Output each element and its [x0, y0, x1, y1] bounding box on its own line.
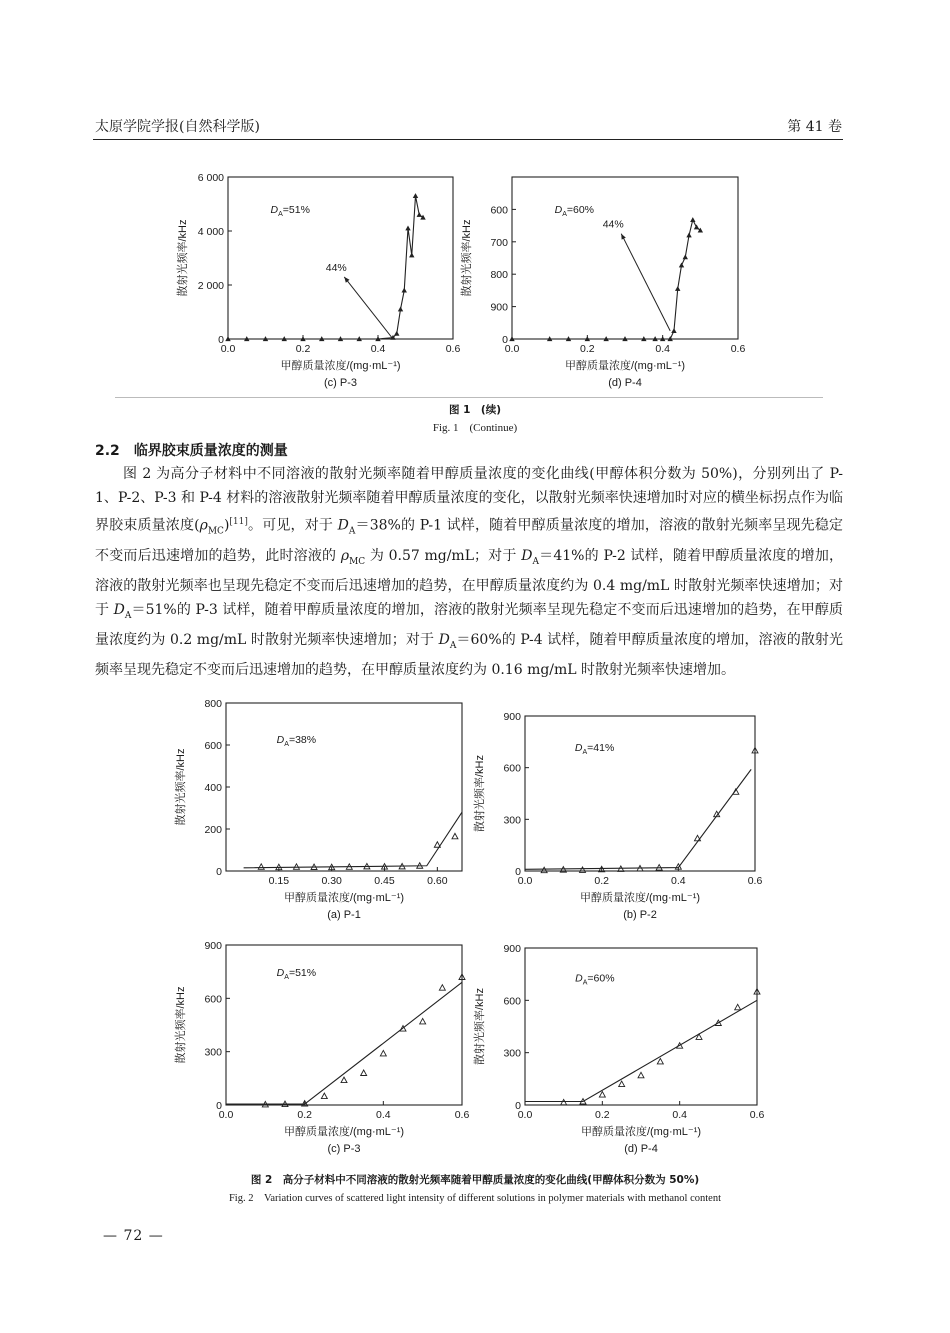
- data-point: [580, 867, 586, 873]
- data-point: [679, 263, 683, 267]
- section-number: 2.2: [95, 443, 120, 459]
- data-point: [420, 1018, 426, 1024]
- x-tick-label: 0.4: [376, 1109, 391, 1121]
- data-point: [413, 194, 417, 198]
- chart-fig2-p1: [170, 695, 470, 935]
- data-point: [293, 864, 299, 870]
- data-point: [341, 1077, 347, 1083]
- data-point: [657, 1058, 663, 1064]
- y-tick-label: 900: [503, 943, 521, 955]
- section-heading: [95, 440, 288, 460]
- y-tick-label: 600: [204, 993, 222, 1006]
- fig2b-svg: [475, 708, 775, 933]
- data-point: [417, 213, 421, 217]
- body-paragraph: 图 2 为高分子材料中不同溶液的散射光频率随着甲醇质量浓度的变化曲线(甲醇体积分数为 50%)，分别列出了 P-1、P-2、P-3 和 P-4 材料的溶液散射光频率随着甲醇质量浓度的变化，以散射光频率快速增加时对应的横坐标拐点作为临界胶束质量浓度$(\rho_{MC})[11]$。可见，对于 $D_A=38\%$的 P-1 试样，随着甲醇质量浓度的增加，溶液的散射光频率呈现先稳定不变而后迅速增加的趋势，此时溶液的 $\rho_{MC}$ 为 0.57 mg/mL；对于 $D_A=41\%$的 P-2 试样，随着甲醇质量浓度的增加，溶液的散射光频率也呈现先稳定不变而后迅速增加的趋势，在甲醇质量浓度约为 0.4 mg/mL 时散射光频率快速增加；对于 $D_A=51\%$的 P-3 试样，随着甲醇质量浓度的增加，溶液的散射光频率呈现先稳定不变而后迅速增加的趋势，在甲醇质量浓度约为 0.2 mg/mL 时散射光频率快速增加；对于 $D_A=60\%$的 P-4 试样，随着甲醇质量浓度的增加，溶液的散射光频率呈现先稳定不变而后迅速增加的趋势，在甲醇质量浓度约为 0.16 mg/mL 时散射光频率快速增加。: [95, 466, 844, 679]
- y-tick-label: 4 000: [197, 226, 224, 238]
- data-point: [687, 233, 691, 237]
- y-axis-label: 散射光频率/kHz: [474, 988, 486, 1065]
- data-point: [561, 1099, 567, 1105]
- x-axis-label: 甲醇质量浓度/(mg·mL⁻¹): [579, 892, 701, 904]
- y-tick-label: 0: [216, 1100, 222, 1112]
- x-tick-label: 0.0: [517, 875, 533, 887]
- data-point: [402, 288, 406, 292]
- x-tick-label: 0.30: [321, 875, 342, 887]
- data-point: [321, 1093, 327, 1099]
- x-axis-label: 甲醇质量浓度/(mg·mL⁻¹): [280, 360, 401, 372]
- y-tick-label: 400: [204, 782, 222, 794]
- header-rule: [93, 139, 843, 140]
- x-tick-label: 0.2: [595, 1109, 610, 1121]
- data-point: [361, 1070, 367, 1076]
- x-axis-label: 甲醇质量浓度/(mg·mL⁻¹): [283, 1126, 405, 1138]
- y-axis-label: 散射光频率/kHz: [474, 755, 486, 832]
- da-annotation: $D_A=41\%$: [574, 741, 615, 756]
- y-tick-label: 600: [490, 204, 508, 217]
- x-tick-label: 0.6: [747, 875, 763, 887]
- da-annotation: $D_A=51\%$: [276, 966, 317, 981]
- x-tick-label: 0.60: [427, 875, 448, 887]
- x-axis-label: 甲醇质量浓度/(mg·mL⁻¹): [580, 1126, 702, 1138]
- data-point: [452, 833, 458, 839]
- data-point: [380, 1050, 386, 1056]
- y-axis-label: 散射光频率/kHz: [175, 748, 187, 826]
- y-tick-label: 2 000: [197, 280, 224, 292]
- x-tick-label: 0.45: [374, 875, 395, 887]
- x-tick-label: 0.4: [672, 1109, 687, 1121]
- volume-label: 第 41 卷: [787, 119, 842, 135]
- da-annotation: $D_A=51\%$: [270, 203, 310, 218]
- y-tick-label: 700: [490, 236, 508, 249]
- y-tick-label: 200: [204, 824, 222, 836]
- figure2-caption-en: Fig. 2 Variation curves of scattered light intensity of different solutions in polymer materials with methanol content: [228, 1193, 722, 1204]
- figure2-caption-cn: 图 2 高分子材料中不同溶液的散射光频率随着甲醇质量浓度的变化曲线(甲醇体积分数为 50%): [250, 1174, 700, 1186]
- data-point: [735, 1004, 741, 1010]
- figure1-caption-cn: 图 1 (续): [448, 404, 502, 416]
- arrow-label: 44%: [325, 261, 347, 274]
- series-line: [512, 220, 700, 339]
- figure1-caption-en: Fig. 1 (Continue): [432, 422, 518, 434]
- y-tick-label: 600: [503, 995, 521, 1008]
- fig2d-svg: [475, 940, 775, 1165]
- y-tick-label: 600: [503, 762, 521, 775]
- data-point: [691, 218, 695, 222]
- fit-line: [244, 812, 462, 868]
- x-tick-label: 0.0: [517, 1109, 533, 1121]
- panel-label: (b) P-2: [623, 909, 657, 921]
- y-tick-label: 900: [204, 940, 222, 952]
- y-axis-label: 散射光频率/kHz: [175, 986, 187, 1064]
- fig2a-svg: [170, 695, 470, 935]
- fit-line: [226, 982, 462, 1104]
- data-point: [434, 842, 440, 848]
- panel-label: (d) P-4: [608, 377, 642, 389]
- panel-label: (a) P-1: [327, 909, 361, 921]
- data-point: [672, 329, 676, 333]
- y-tick-label: 300: [503, 814, 521, 827]
- da-annotation: $D_A=60\%$: [554, 203, 595, 218]
- data-point: [733, 789, 739, 795]
- arrow-line: [344, 277, 393, 339]
- data-point: [683, 255, 687, 259]
- y-tick-label: 900: [503, 711, 521, 723]
- da-annotation: $D_A=38\%$: [276, 734, 317, 749]
- data-point: [406, 226, 410, 230]
- data-point: [638, 1072, 644, 1078]
- plot-frame: [226, 945, 462, 1105]
- y-tick-label: 600: [204, 740, 222, 752]
- x-tick-label: 0.6: [749, 1109, 765, 1121]
- y-axis-label: 散射光频率/kHz: [461, 219, 473, 297]
- panel-label: (c) P-3: [327, 1143, 361, 1155]
- fig2c-svg: [170, 937, 470, 1167]
- fig1c-svg: [160, 165, 460, 400]
- chart-fig1-p4: [460, 165, 760, 400]
- x-tick-label: 0.6: [454, 1109, 470, 1121]
- x-tick-label: 0.4: [370, 343, 386, 355]
- data-point: [398, 307, 402, 311]
- y-tick-label: 6 000: [197, 172, 224, 184]
- data-point: [395, 331, 399, 335]
- x-tick-label: 0.4: [671, 875, 686, 887]
- y-tick-label: 900: [490, 301, 508, 314]
- y-tick-label: 300: [204, 1046, 222, 1059]
- arrow-line: [621, 234, 670, 331]
- data-point: [599, 1092, 605, 1098]
- fit-line: [525, 769, 751, 869]
- fit-line: [525, 1000, 757, 1101]
- arrow-label: 44%: [602, 218, 624, 231]
- chart-fig1-p3: [160, 165, 460, 400]
- section-title: 临界胶束质量浓度的测量: [133, 443, 288, 459]
- chart-fig2-p3: [170, 937, 470, 1167]
- x-tick-label: 0.4: [655, 343, 670, 355]
- x-tick-label: 0.2: [594, 875, 609, 887]
- y-tick-label: 0: [515, 1100, 521, 1112]
- y-tick-label: 300: [503, 1047, 521, 1060]
- x-axis-label: 甲醇质量浓度/(mg·mL⁻¹): [564, 360, 686, 372]
- chart-fig2-p4: [475, 940, 775, 1165]
- y-tick-label: 0: [515, 866, 521, 878]
- panel-label: (c) P-3: [324, 377, 357, 389]
- y-tick-label: 800: [490, 269, 508, 282]
- data-point: [258, 864, 264, 870]
- data-point: [410, 253, 414, 257]
- plot-frame: [226, 703, 462, 871]
- x-tick-label: 0.6: [730, 343, 746, 355]
- data-point: [676, 287, 680, 291]
- y-tick-label: 800: [204, 698, 222, 710]
- y-tick-label: 0: [218, 334, 224, 346]
- journal-title: 太原学院学报(自然科学版): [95, 119, 260, 135]
- x-tick-label: 0.6: [445, 343, 461, 355]
- plot-frame: [512, 177, 738, 339]
- x-tick-label: 0.2: [295, 343, 311, 355]
- data-point: [619, 1081, 625, 1087]
- y-tick-label: 0: [216, 866, 222, 878]
- panel-label: (d) P-4: [624, 1143, 658, 1155]
- plot-frame: [525, 948, 757, 1105]
- page-number: — 72 —: [103, 1228, 164, 1244]
- x-tick-label: 0.2: [297, 1109, 312, 1121]
- y-tick-label: 0: [502, 334, 508, 346]
- y-axis-label: 散射光频率/kHz: [177, 219, 189, 297]
- plot-frame: [525, 716, 755, 871]
- x-tick-label: 0.0: [218, 1109, 234, 1121]
- chart-fig2-p2: [475, 708, 775, 933]
- data-point: [439, 985, 445, 991]
- fig1d-svg: [460, 165, 760, 400]
- x-tick-label: 0.2: [580, 343, 595, 355]
- data-point: [541, 867, 547, 873]
- caption-rule: [115, 397, 823, 398]
- plot-frame: [228, 177, 453, 339]
- x-tick-label: 0.0: [504, 343, 520, 355]
- x-axis-label: 甲醇质量浓度/(mg·mL⁻¹): [283, 892, 405, 904]
- x-tick-label: 0.0: [220, 343, 236, 355]
- x-tick-label: 0.15: [268, 875, 290, 887]
- da-annotation: $D_A=60\%$: [575, 972, 615, 987]
- data-point: [694, 225, 698, 229]
